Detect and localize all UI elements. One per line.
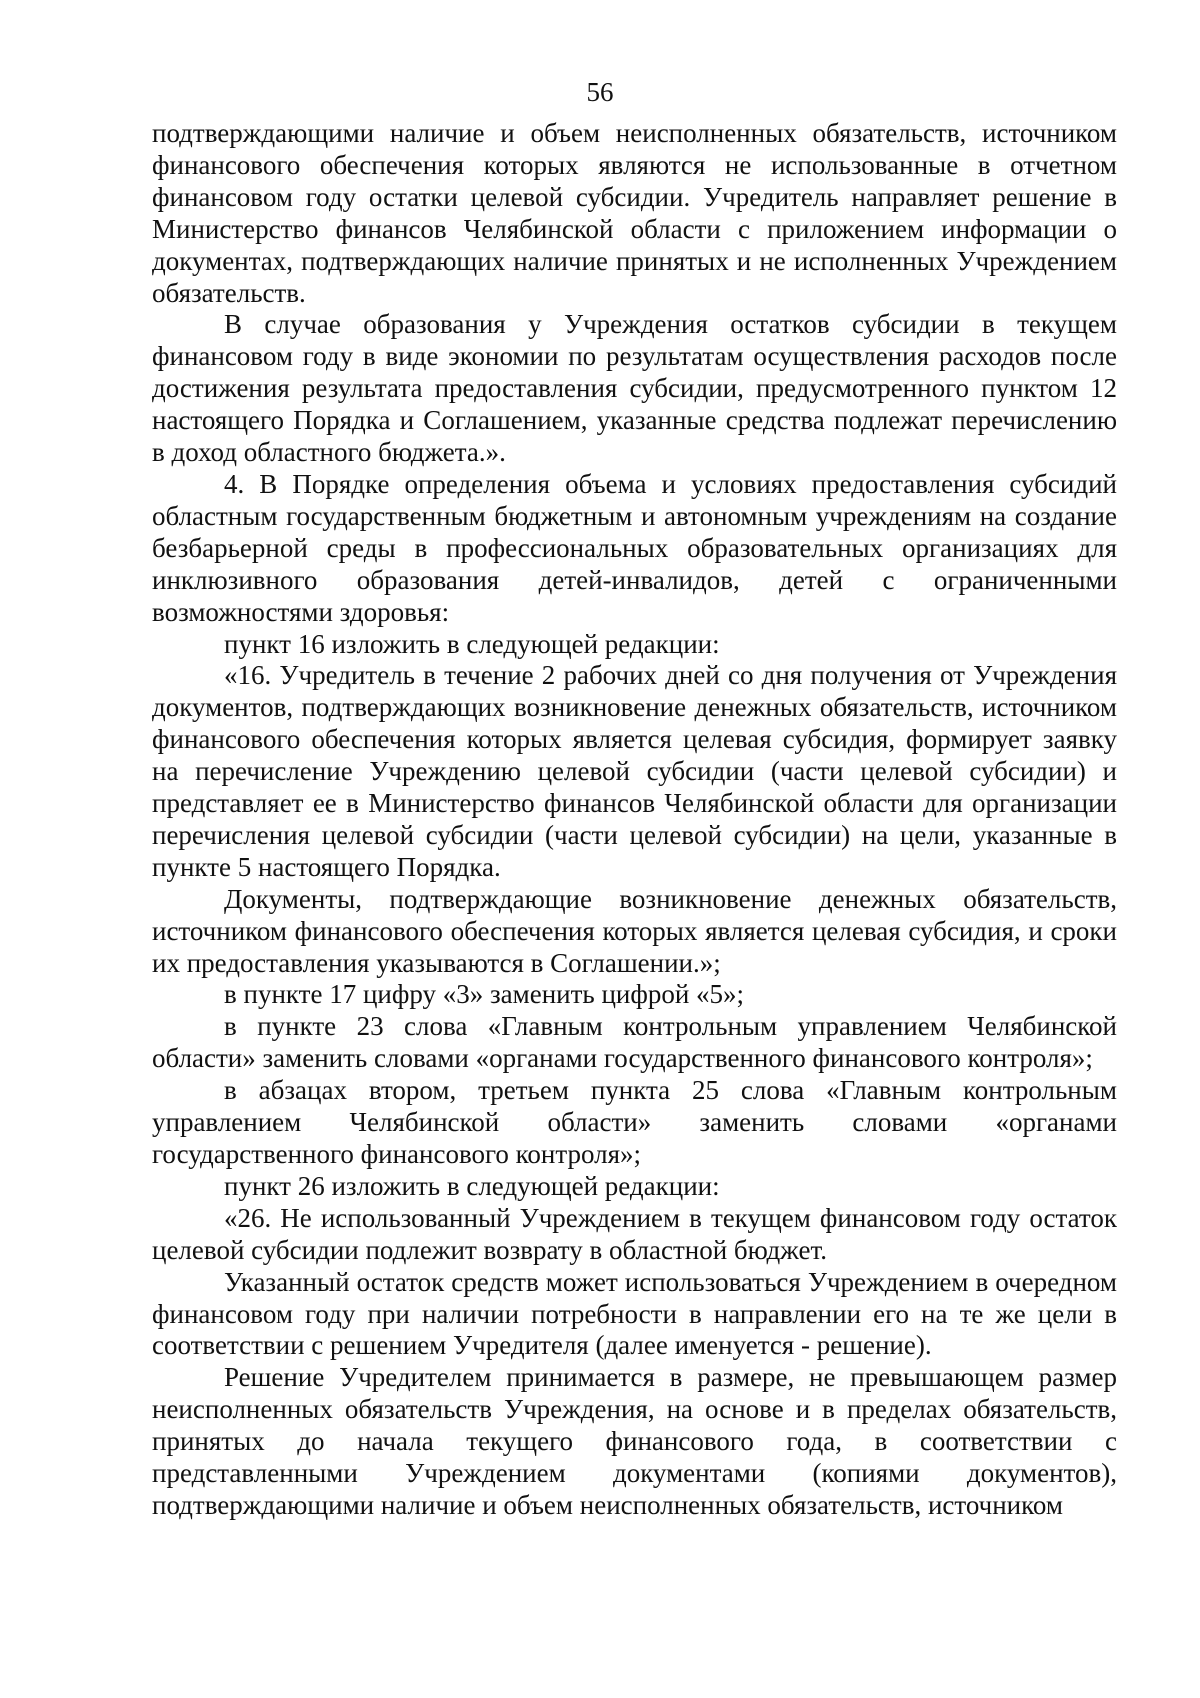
paragraph: Решение Учредителем принимается в размере, не превышающем размер неисполненных обязательств Учреждения, на основе и в пределах обязательств, принятых до начала текущего финансового года, в соответствии с представленными Учреждением документами (копиями документов), подтверждающими наличие и объем неисполненных обязательств, источником: [152, 1362, 1117, 1520]
paragraph: «16. Учредитель в течение 2 рабочих дней со дня получения от Учреждения документов, подтверждающих возникновение денежных обязательств, источником финансового обеспечения которых является целевая субсидия, формирует заявку на перечисление Учреждению целевой субсидии (части целевой субсидии) и представляет ее в Министерство финансов Челябинской области для организации перечисления целевой субсидии (части целевой субсидии) на цели, указанные в пункте 5 настоящего Порядка.: [152, 660, 1117, 882]
paragraph-continuation: подтверждающими наличие и объем неисполненных обязательств, источником финансового обеспечения которых являются не использованные в отчетном финансовом году остатки целевой субсидии. Учредитель направляет решение в Министерство финансов Челябинской области с приложением информации о документах, подтверждающих наличие принятых и не исполненных Учреждением обязательств.: [152, 118, 1117, 308]
paragraph: пункт 16 изложить в следующей редакции:: [224, 628, 720, 659]
paragraph: Документы, подтверждающие возникновение денежных обязательств, источником финансового обеспечения которых является целевая субсидия, и сроки их предоставления указываются в Соглашении.»;: [152, 883, 1117, 978]
paragraph: «26. Не использованный Учреждением в текущем финансовом году остаток целевой субсидии подлежит возврату в областной бюджет.: [152, 1202, 1117, 1265]
paragraph: В случае образования у Учреждения остатков субсидии в текущем финансовом году в виде экономии по результатам осуществления расходов после достижения результата предоставления субсидии, предусмотренного пунктом 12 настоящего Порядка и Соглашением, указанные средства подлежат перечислению в доход областного бюджета.».: [152, 309, 1117, 468]
paragraph: Указанный остаток средств может использоваться Учреждением в очередном финансовом году при наличии потребности в направлении его на те же цели в соответствии с решением Учредителя (далее именуется - решение).: [152, 1266, 1117, 1361]
paragraph: в пункте 23 слова «Главным контрольным управлением Челябинской области» заменить словами «органами государственного финансового контроля»;: [152, 1011, 1117, 1074]
page-number: 56: [586, 77, 614, 107]
paragraph: в пункте 17 цифру «3» заменить цифрой «5»;: [224, 979, 745, 1010]
paragraph: пункт 26 изложить в следующей редакции:: [224, 1170, 720, 1201]
paragraph-item-4: 4. В Порядке определения объема и условиях предоставления субсидий областным государственным бюджетным и автономным учреждениям на создание безбарьерной среды в профессиональных образовательных организациях для инклюзивного образования детей-инвалидов, детей с ограниченными возможностями здоровья:: [152, 468, 1117, 627]
document-body: [152, 118, 1117, 1522]
paragraph: в абзацах втором, третьем пункта 25 слова «Главным контрольным управлением Челябинской области» заменить словами «органами государственного финансового контроля»;: [152, 1075, 1117, 1169]
